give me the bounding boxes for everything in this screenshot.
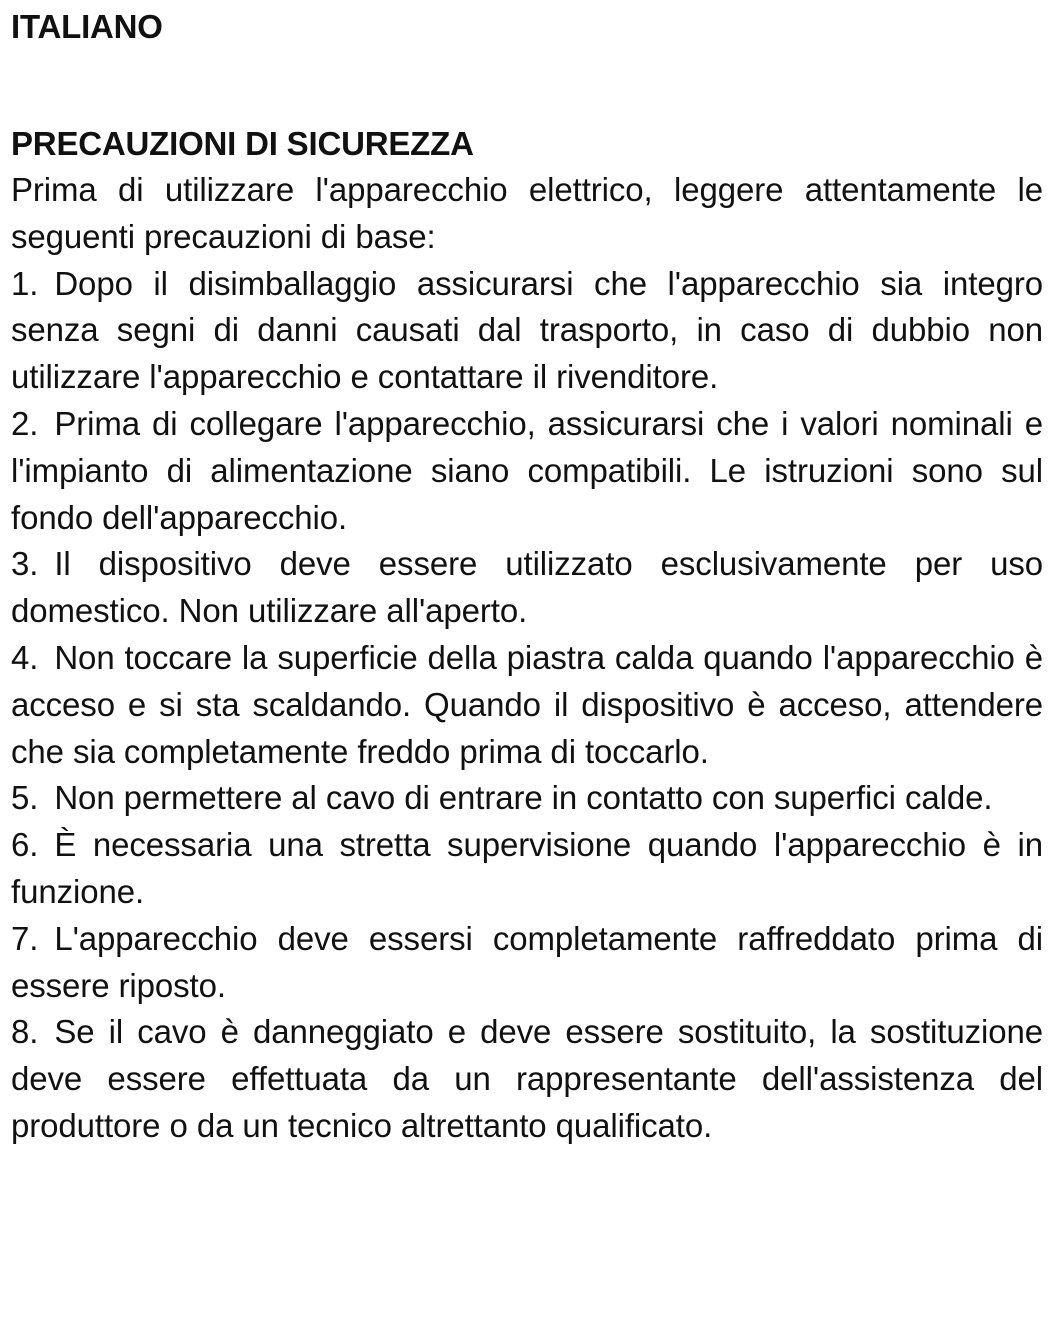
item-text: Prima di collegare l'apparecchio, assicurarsi che i valori nominali e l'impianto di alimentazione siano compatibili. Le istruzioni sono sul fondo dell'apparecchio. — [11, 404, 1043, 536]
item-text: Non toccare la superficie della piastra calda quando l'apparecchio è acceso e si sta scaldando. Quando il dispositivo è acceso, attendere che sia completamente freddo prima di toccarlo. — [11, 638, 1043, 770]
item-text: Non permettere al cavo di entrare in contatto con superfici calde. — [54, 779, 993, 817]
document-page — [11, 0, 1043, 1150]
list-item — [11, 775, 1043, 822]
item-text: Dopo il disimballaggio assicurarsi che l'apparecchio sia integro senza segni di danni causati dal trasporto, in caso di dubbio non utilizzare l'apparecchio e contattare il rivenditore. — [11, 264, 1043, 396]
list-item — [11, 1009, 1043, 1149]
list-item — [11, 822, 1043, 916]
list-item — [11, 635, 1043, 775]
item-text: Il dispositivo deve essere utilizzato esclusivamente per uso domestico. Non utilizzare all'aperto. — [11, 545, 1043, 630]
language-heading: ITALIANO — [11, 8, 163, 45]
item-number: 2. — [11, 404, 39, 442]
item-number: 3. — [11, 545, 39, 583]
list-item — [11, 401, 1043, 541]
item-number: 5. — [11, 779, 39, 817]
item-number: 8. — [11, 1013, 39, 1051]
list-item — [11, 916, 1043, 1010]
item-number: 7. — [11, 919, 39, 957]
list-item — [11, 261, 1043, 401]
item-text: È necessaria una stretta supervisione quando l'apparecchio è in funzione. — [11, 826, 1043, 910]
section-title: PRECAUZIONI DI SICUREZZA — [11, 125, 474, 162]
item-number: 4. — [11, 638, 39, 676]
intro-paragraph: Prima di utilizzare l'apparecchio elettrico, leggere attentamente le seguenti precauzioni di base: — [11, 171, 1043, 255]
item-number: 1. — [11, 264, 39, 302]
list-item — [11, 541, 1043, 635]
item-text: Se il cavo è danneggiato e deve essere sostituito, la sostituzione deve essere effettuata da un rappresentante dell'assistenza del produttore o da un tecnico altrettanto qualificato. — [11, 1013, 1043, 1144]
item-text: L'apparecchio deve essersi completamente raffreddato prima di essere riposto. — [11, 919, 1043, 1004]
item-number: 6. — [11, 826, 39, 864]
